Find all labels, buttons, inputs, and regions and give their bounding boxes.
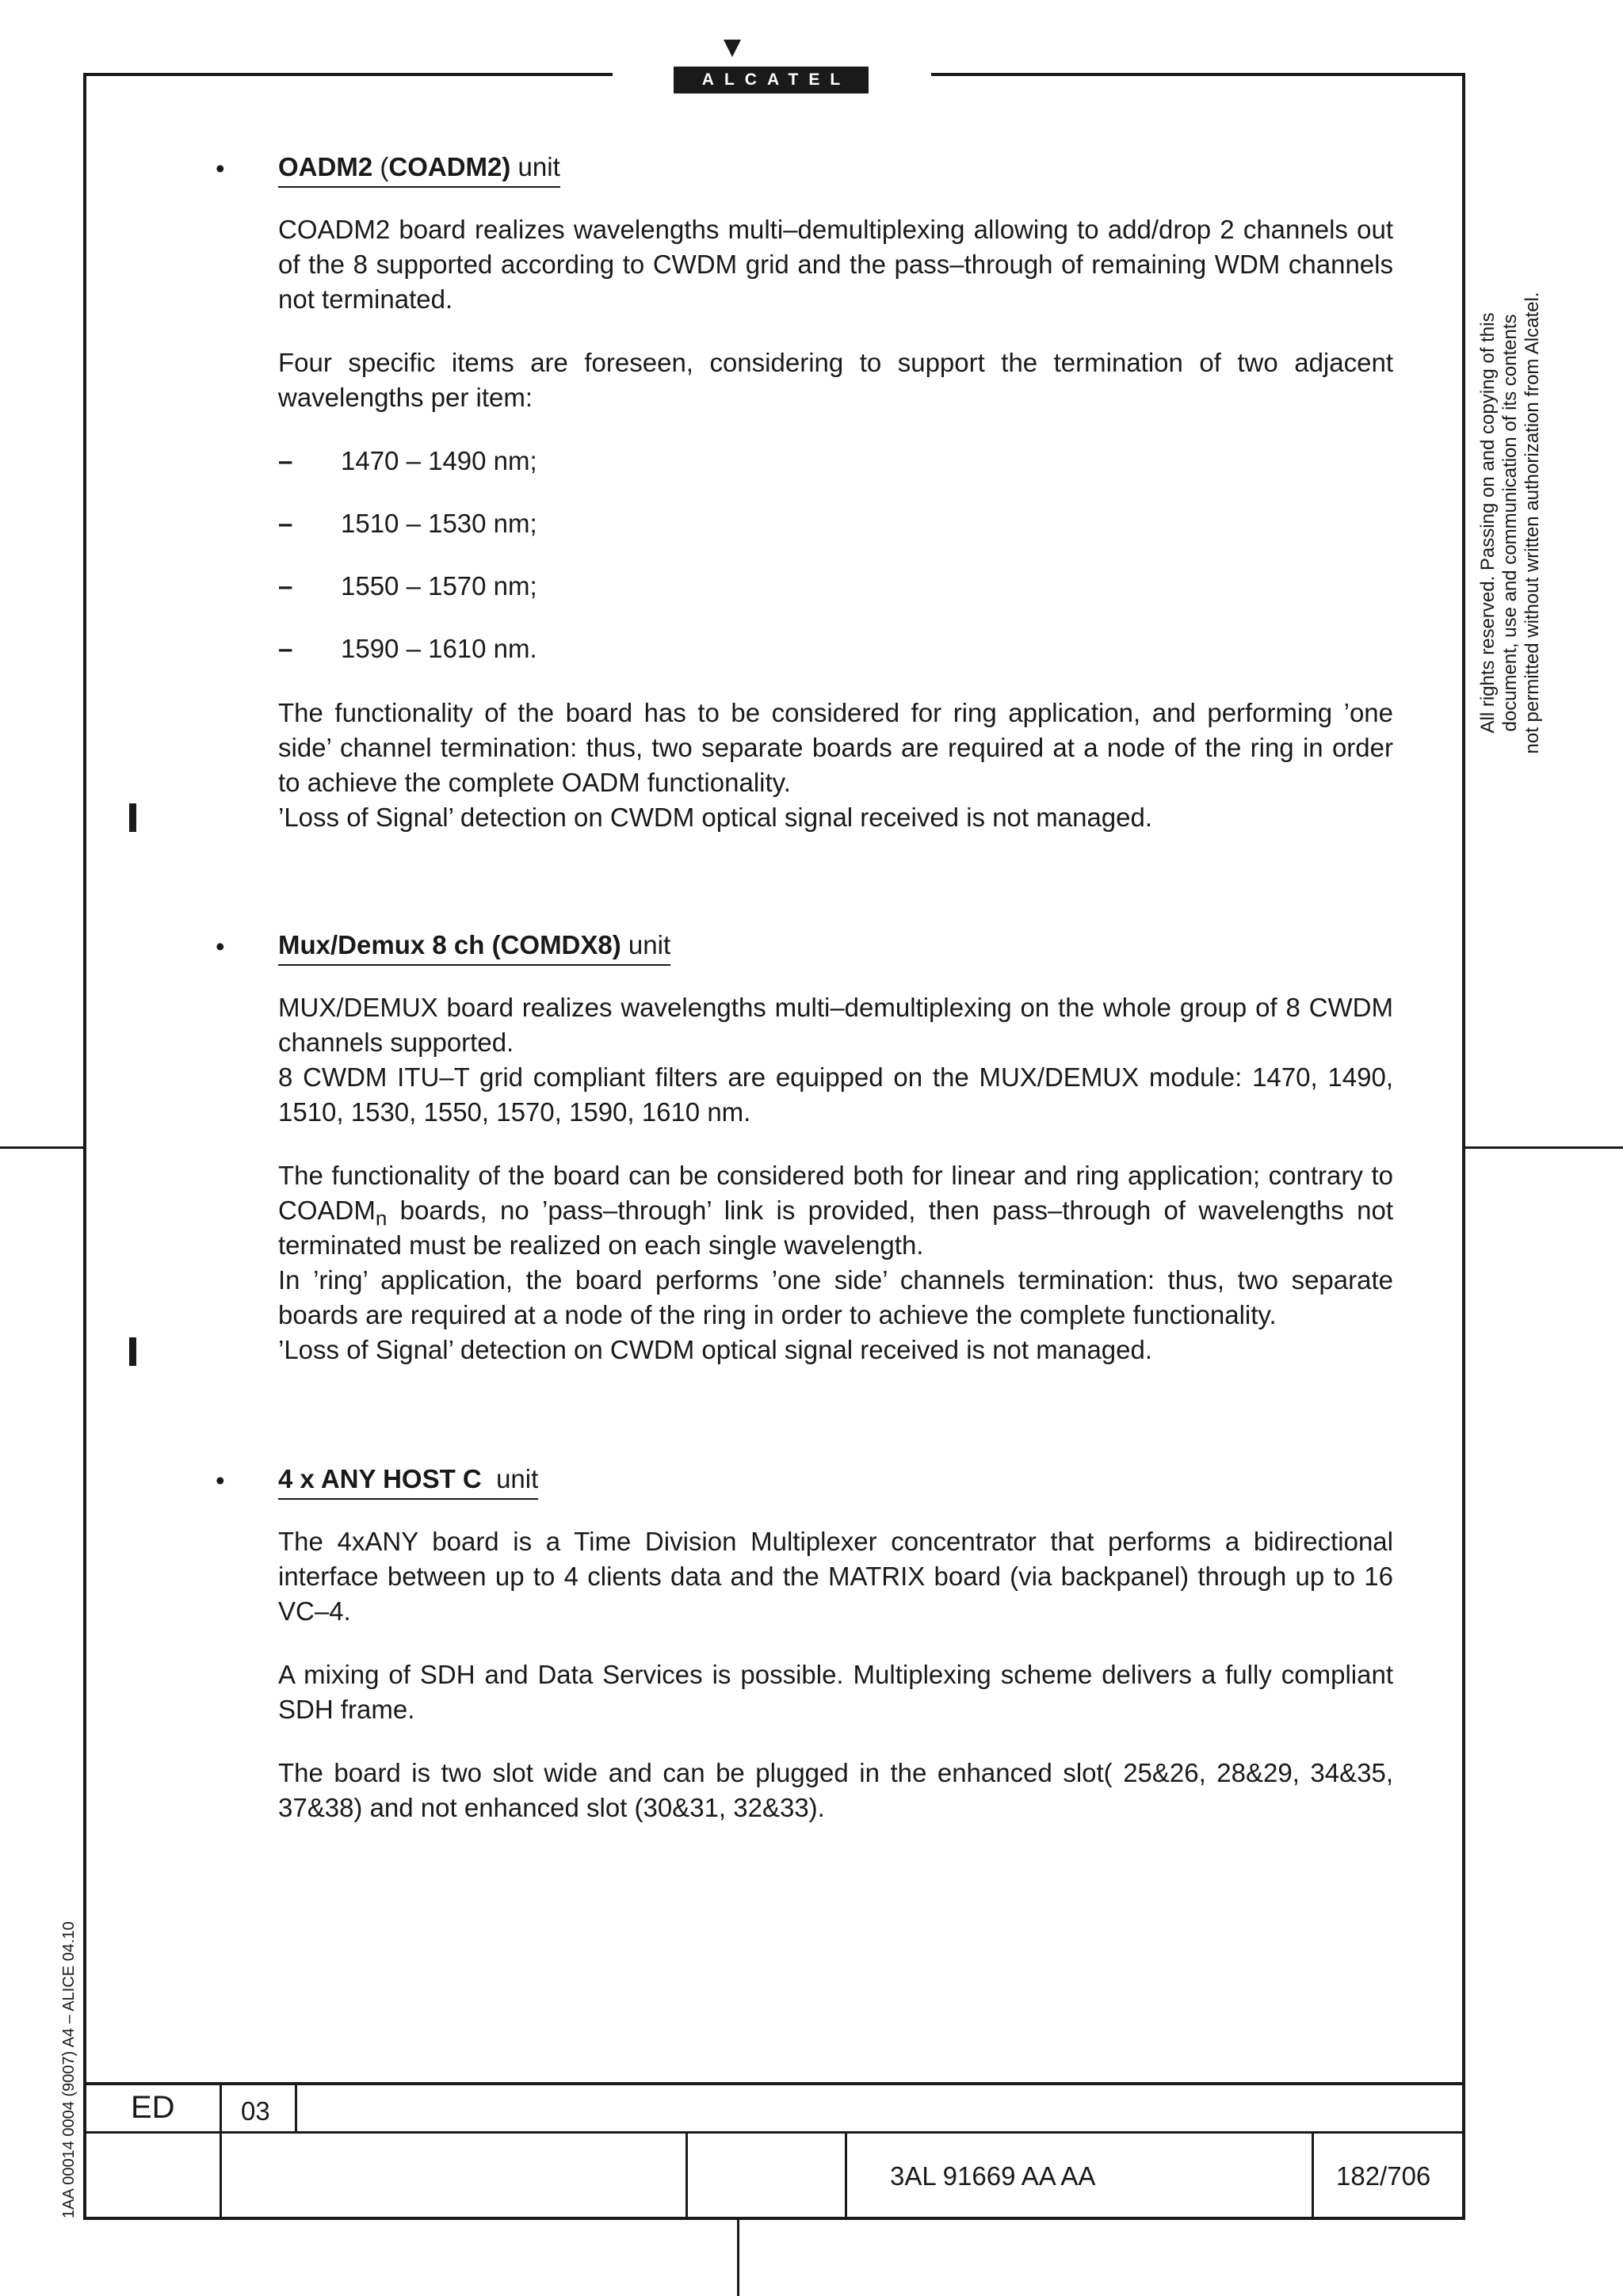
oadm2-p4: ’Loss of Signal’ detection on CWDM optical signal received is not managed. [278, 803, 1153, 832]
wavelength-item-4: 1590 – 1610 nm. [341, 634, 537, 663]
footer-top-line [83, 2082, 1465, 2085]
footer-vline-5 [1312, 2131, 1314, 2220]
muxdemux-paragraph-2 [278, 1158, 1393, 1367]
change-bar-2 [129, 1337, 136, 1366]
frame-bottom [83, 2217, 1465, 2220]
oadm2-paragraph-1 [278, 212, 1393, 317]
page-number: 182/706 [1336, 2161, 1431, 2191]
muxdemux-p4: In ’ring’ application, the board performs ’one side’ channels termination: thus, two separate boards are required at a node of the ring in order to achieve the complete functionality. [278, 1265, 1393, 1329]
document-code: 3AL 91669 AA AA [890, 2161, 1096, 2191]
anyhost-p1: The 4xANY board is a Time Division Multiplexer concentrator that performs a bidirectional interface between up to 4 clients data and the MATRIX board (via backpanel) through up to 16 VC–4. [278, 1527, 1393, 1626]
section-title-anyhost [278, 1462, 538, 1500]
footer-vline-2 [295, 2082, 297, 2133]
title-anyhost-suffix: unit [481, 1464, 539, 1493]
muxdemux-p3-a: The functionality of the board can be considered both for linear and ring application; contrary to COADM [278, 1161, 1393, 1225]
fold-mark-left [0, 1146, 83, 1149]
oadm2-paragraph-2 [278, 345, 1393, 415]
dash-3: – [278, 571, 293, 601]
section-title-oadm2 [278, 150, 560, 188]
edition-value: 03 [241, 2096, 270, 2126]
footer-vline-4 [845, 2131, 847, 2220]
oadm2-p3: The functionality of the board has to be considered for ring application, and performing ’one side’ channel termination: thus, two separate boards are required at a node of the ring in order to achieve the complete OADM functionality. [278, 698, 1393, 797]
dash-2: – [278, 509, 293, 538]
logo-text: ALCATEL [701, 71, 851, 89]
fold-mark-right [1465, 1146, 1623, 1149]
muxdemux-p1: MUX/DEMUX board realizes wavelengths multi–demultiplexing on the whole group of 8 CWDM channels supported. [278, 993, 1393, 1057]
wavelength-item-1: 1470 – 1490 nm; [341, 446, 537, 475]
dash-4: – [278, 634, 293, 663]
bullet-oadm2: • [216, 154, 225, 183]
footer-vline-1 [220, 2082, 222, 2220]
title-oadm2-a: OADM2 [278, 152, 373, 181]
logo-triangle-icon [724, 40, 741, 57]
frame-top-left [83, 73, 613, 76]
anyhost-paragraph-1 [278, 1524, 1393, 1629]
change-bar-1 [129, 803, 136, 832]
anyhost-paragraph-3 [278, 1756, 1393, 1825]
copyright-notice [1477, 246, 1544, 800]
muxdemux-p3-sub: n [375, 1206, 388, 1230]
title-muxdemux-bold: Mux/Demux 8 ch (COMDX8) [278, 930, 621, 959]
footer-mid-line [83, 2131, 1465, 2134]
frame-top-right [931, 73, 1465, 76]
section-title-muxdemux [278, 928, 670, 966]
title-oadm2-b: COADM2) [388, 152, 511, 181]
bullet-anyhost: • [216, 1466, 225, 1495]
anyhost-p3: The board is two slot wide and can be plugged in the enhanced slot( 25&26, 28&29, 34&35, 37&38) and not enhanced slot (30&31, 32&33). [278, 1758, 1393, 1822]
copyright-line-3: not permitted without written authorization from Alcatel. [1522, 292, 1543, 754]
company-logo [674, 67, 869, 93]
muxdemux-paragraph-1 [278, 990, 1393, 1130]
anyhost-paragraph-2 [278, 1657, 1393, 1727]
frame-left [83, 73, 86, 2220]
muxdemux-p2: 8 CWDM ITU–T grid compliant filters are equipped on the MUX/DEMUX module: 1470, 1490, 1510, 1530, 1550, 1570, 1590, 1610 nm. [278, 1062, 1393, 1127]
bullet-muxdemux: • [216, 932, 225, 961]
copyright-line-2: document, use and communication of its contents [1499, 314, 1521, 732]
footer-vline-3 [685, 2131, 688, 2220]
wavelength-item-3: 1550 – 1570 nm; [341, 571, 537, 601]
anyhost-p2: A mixing of SDH and Data Services is possible. Multiplexing scheme delivers a fully compliant SDH frame. [278, 1660, 1393, 1724]
muxdemux-p5: ’Loss of Signal’ detection on CWDM optical signal received is not managed. [278, 1335, 1153, 1364]
edition-label: ED [131, 2090, 175, 2125]
fold-mark-bottom [737, 2220, 739, 2296]
wavelength-item-2: 1510 – 1530 nm; [341, 509, 537, 538]
title-oadm2-paren: ( [372, 152, 389, 181]
oadm2-paragraph-3 [278, 696, 1393, 835]
title-muxdemux-suffix: unit [621, 930, 671, 959]
copyright-line-1: All rights reserved. Passing on and copying of this [1477, 312, 1499, 734]
dash-1: – [278, 446, 293, 475]
title-anyhost-bold: 4 x ANY HOST C [278, 1464, 482, 1493]
muxdemux-p3-b: boards, no ’pass–through’ link is provided, then pass–through of wavelengths not terminated must be realized on each single wavelength. [278, 1196, 1393, 1260]
title-oadm2-suffix: unit [510, 152, 560, 181]
oadm2-p1: COADM2 board realizes wavelengths multi–demultiplexing allowing to add/drop 2 channels out of the 8 supported according to CWDM grid and the pass–through of remaining WDM channels not terminated. [278, 215, 1393, 314]
oadm2-p2: Four specific items are foreseen, considering to support the termination of two adjacent wavelengths per item: [278, 348, 1393, 412]
form-code: 1AA 00014 0004 (9007) A4 – ALICE 04.10 [60, 1921, 78, 2218]
muxdemux-p3 [278, 1158, 1393, 1263]
